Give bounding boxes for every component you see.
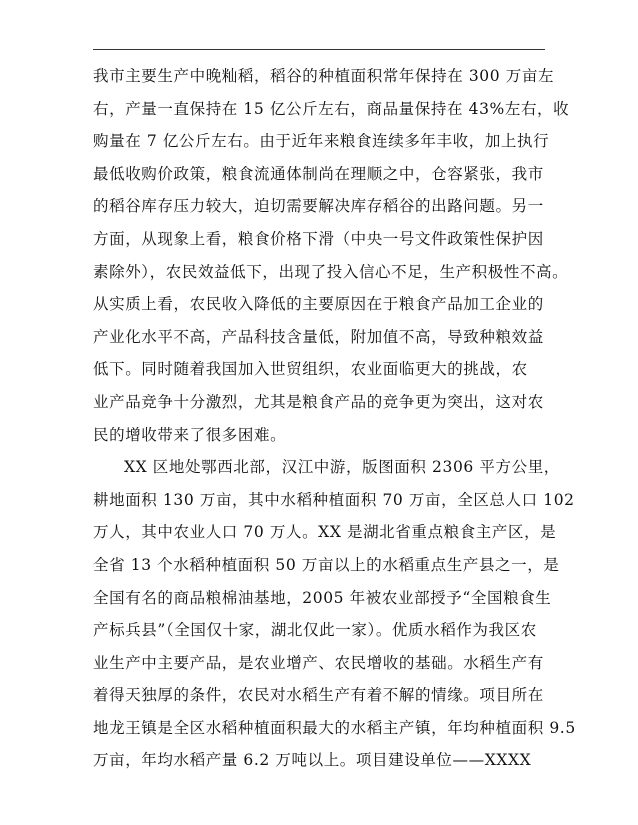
text-line: 万亩，年均水稻产量 6.2 万吨以上。项目建设单位——XXXX xyxy=(93,751,532,770)
text-line: 业产品竞争十分激烈，尤其是粮食产品的竞争更为突出，这对农 xyxy=(93,392,544,411)
text-line: 民的增收带来了很多困难。 xyxy=(93,425,287,444)
text-line: 全省 13 个水稻种植面积 50 万亩以上的水稻重点生产县之一，是 xyxy=(93,555,560,574)
text-line: 全国有名的商品粮棉油基地，2005 年被农业部授予“全国粮食生 xyxy=(93,588,552,607)
text-line: 低下。同时随着我国加入世贸组织，农业面临更大的挑战，农 xyxy=(93,360,528,379)
text-line: 着得天独厚的条件，农民对水稻生产有着不解的情缘。项目所在 xyxy=(93,686,544,705)
text-line: 业生产中主要产品，是农业增产、农民增收的基础。水稻生产有 xyxy=(93,653,544,672)
paragraph-1 xyxy=(93,60,570,451)
text-line: 从实质上看，农民收入降低的主要原因在于粮食产品加工企业的 xyxy=(93,295,544,314)
text-line: 万人，其中农业人口 70 万人。XX 是湖北省重点粮食主产区，是 xyxy=(93,523,557,542)
header-rule xyxy=(93,49,545,50)
text-line: XX 区地处鄂西北部，汉江中游，版图面积 2306 平方公里， xyxy=(124,458,560,477)
text-line: 产标兵县”（全国仅十家，湖北仅此一家）。优质水稻作为我区农 xyxy=(93,621,537,640)
text-line: 我市主要生产中晚籼稻，稻谷的种植面积常年保持在 300 万亩左 xyxy=(93,67,555,85)
text-line: 产业化水平不高，产品科技含量低，附加值不高，导致种粮效益 xyxy=(93,327,544,346)
text-line: 最低收购价政策，粮食流通体制尚在理顺之中，仓容紧张，我市 xyxy=(93,164,544,183)
text-line: 地龙王镇是全区水稻种植面积最大的水稻主产镇，年均种植面积 9.5 xyxy=(93,718,576,737)
text-line: 购量在 7 亿公斤左右。由于近年来粮食连续多年丰收，加上执行 xyxy=(93,132,550,151)
paragraph-2 xyxy=(93,451,576,777)
body-text xyxy=(93,60,576,777)
text-line: 耕地面积 130 万亩，其中水稻种植面积 70 万亩，全区总人口 102 xyxy=(93,490,575,509)
text-line: 方面，从现象上看，粮食价格下滑（中央一号文件政策性保护因 xyxy=(93,229,544,248)
text-line: 右，产量一直保持在 15 亿公斤左右，商品量保持在 43%左右，收 xyxy=(93,99,570,118)
text-line: 素除外），农民效益低下，出现了投入信心不足，生产积极性不高。 xyxy=(93,262,569,281)
text-line: 的稻谷库存压力较大，迫切需要解决库存稻谷的出路问题。另一 xyxy=(93,197,544,216)
